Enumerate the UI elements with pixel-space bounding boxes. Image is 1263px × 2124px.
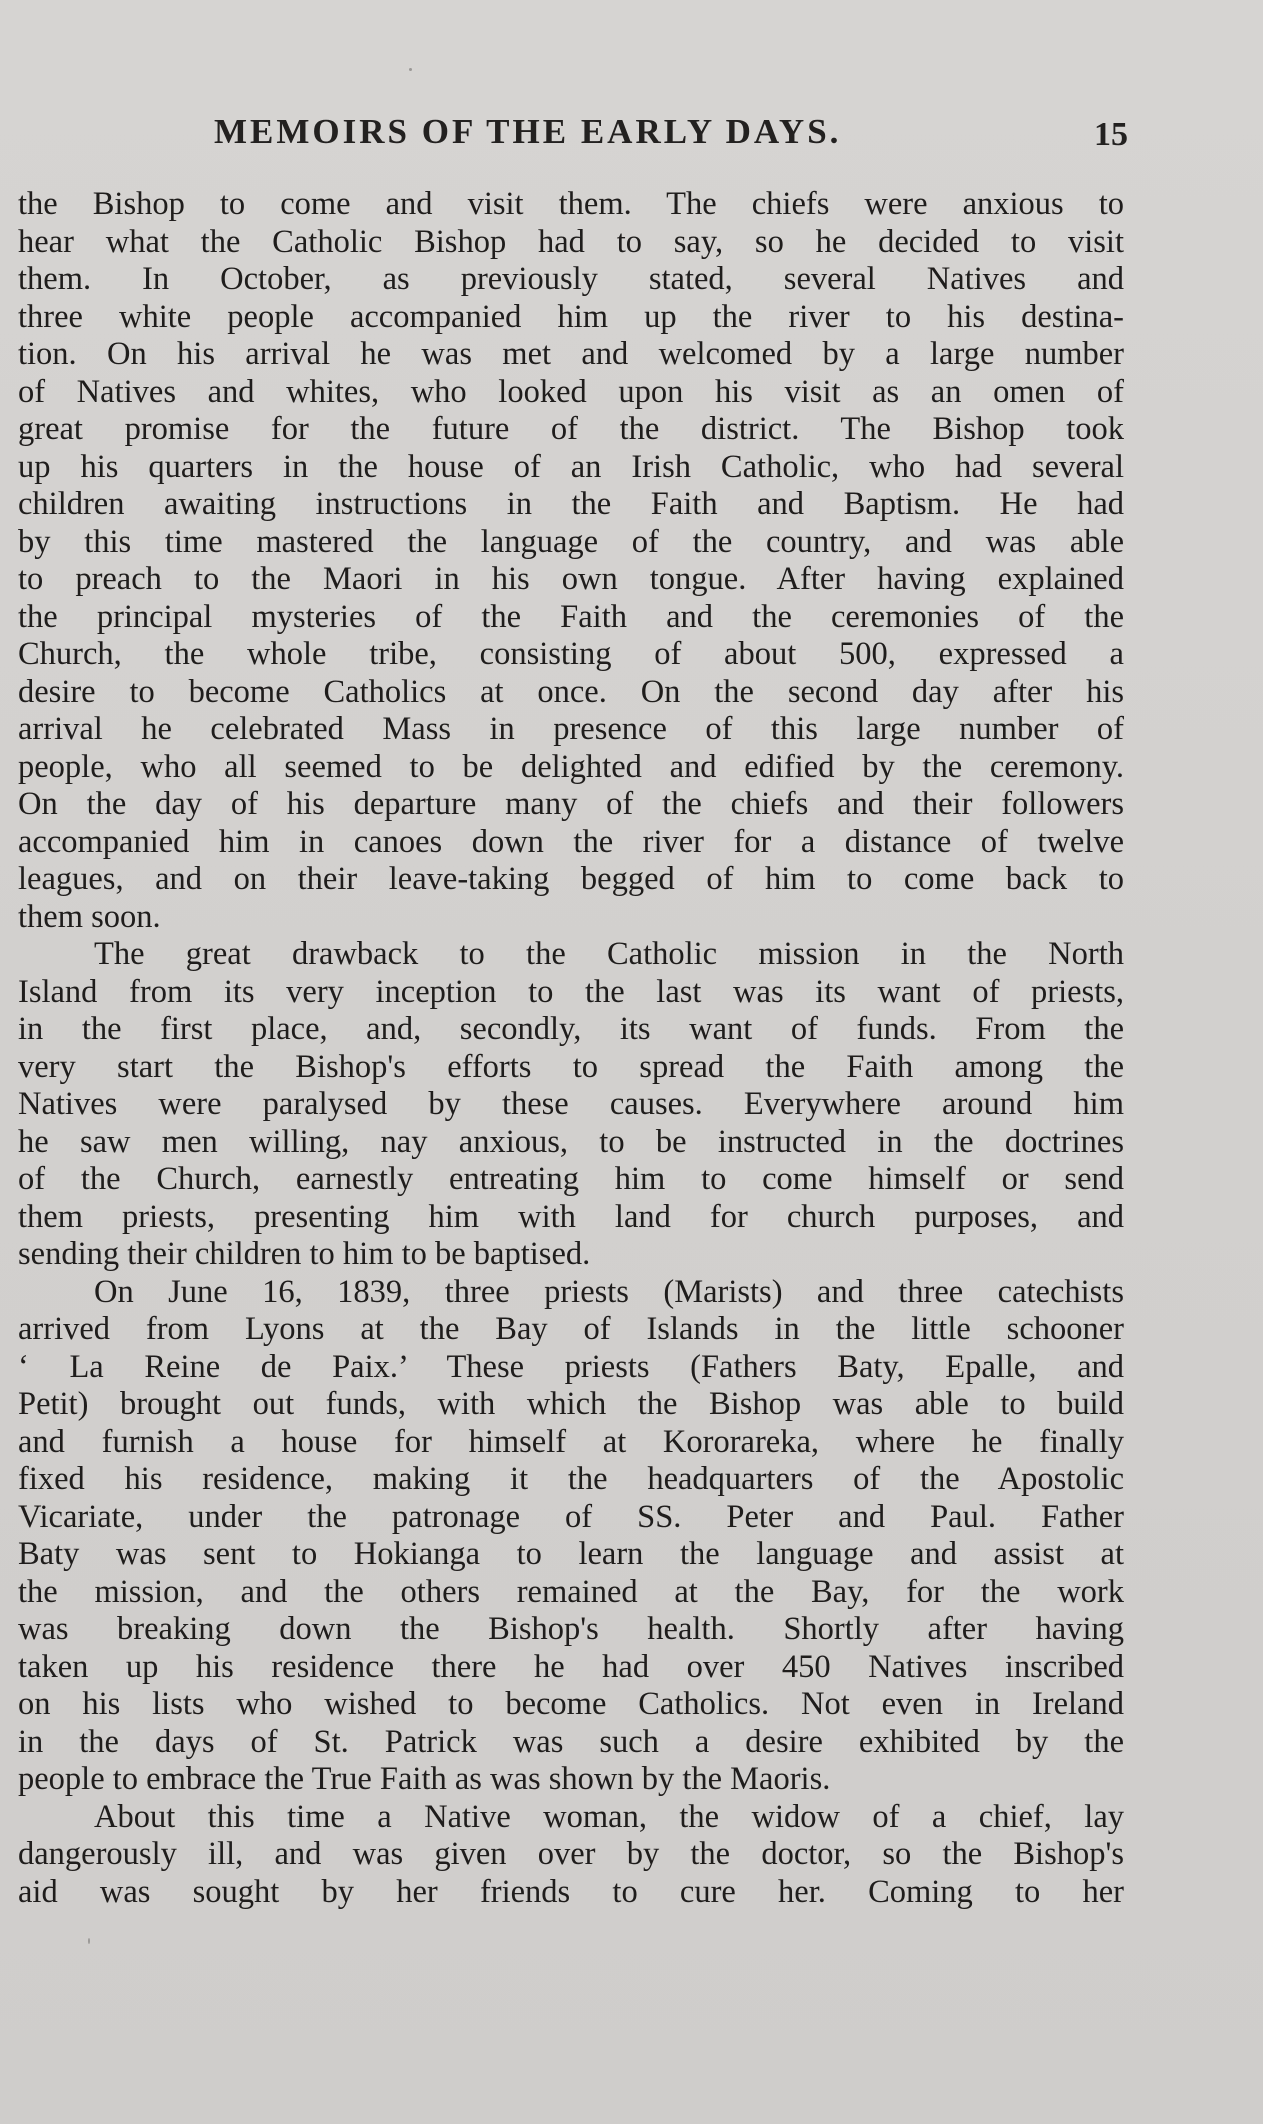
text-line: people, who all seemed to be delighted and edified by the ceremony. bbox=[18, 748, 1124, 785]
text-line: them. In October, as previously stated, several Natives and bbox=[18, 261, 1124, 297]
page-number: 15 bbox=[1094, 116, 1128, 153]
text-line: people to embrace the True Faith as was shown by the Maoris. bbox=[18, 1761, 831, 1797]
text-line: the Bishop to come and visit them. The chiefs were anxious to bbox=[18, 186, 1124, 222]
text-line: to preach to the Maori in his own tongue. After having explained bbox=[18, 561, 1124, 597]
text-line: dangerously ill, and was given over by the doctor, so the Bishop's bbox=[18, 1836, 1124, 1872]
text-line: ‘ La Reine de Paix.’ These priests (Fathers Baty, Epalle, and bbox=[18, 1348, 1124, 1385]
text-line: arrival he celebrated Mass in presence of this large number of bbox=[18, 711, 1124, 747]
text-line: he saw men willing, nay anxious, to be instructed in the doctrines bbox=[18, 1123, 1124, 1160]
text-line: taken up his residence there he had over 450 Natives inscribed bbox=[18, 1648, 1124, 1685]
text-line: of Natives and whites, who looked upon his visit as an omen of bbox=[18, 373, 1124, 410]
text-line: three white people accompanied him up the river to his destina- bbox=[18, 298, 1124, 335]
text-line: aid was sought by her friends to cure her. Coming to her bbox=[18, 1873, 1124, 1910]
text-line: them soon. bbox=[18, 898, 161, 935]
paper-speck bbox=[409, 68, 412, 71]
text-line: in the days of St. Patrick was such a desire exhibited by the bbox=[18, 1723, 1124, 1760]
text-line: children awaiting instructions in the Faith and Baptism. He had bbox=[18, 486, 1124, 522]
text-line: very start the Bishop's efforts to spread the Faith among the bbox=[18, 1048, 1124, 1085]
text-line: great promise for the future of the district. The Bishop took bbox=[18, 411, 1124, 447]
text-line: Island from its very inception to the last was its want of priests, bbox=[18, 973, 1124, 1010]
text-line: up his quarters in the house of an Irish Catholic, who had several bbox=[18, 448, 1124, 485]
text-line: On June 16, 1839, three priests (Marists) and three catechists bbox=[94, 1273, 1124, 1310]
text-line: Church, the whole tribe, consisting of about 500, expressed a bbox=[18, 636, 1124, 672]
text-line: of the Church, earnestly entreating him to come himself or send bbox=[18, 1161, 1124, 1197]
text-line: On the day of his departure many of the chiefs and their followers bbox=[18, 786, 1124, 822]
text-line: Natives were paralysed by these causes. Everywhere around him bbox=[18, 1086, 1124, 1122]
body-text bbox=[18, 186, 1124, 1911]
text-line: was breaking down the Bishop's health. Shortly after having bbox=[18, 1611, 1124, 1647]
paper-speck bbox=[88, 1938, 90, 1944]
text-line: in the first place, and, secondly, its want of funds. From the bbox=[18, 1011, 1124, 1047]
text-line: desire to become Catholics at once. On the second day after his bbox=[18, 673, 1124, 710]
text-line: tion. On his arrival he was met and welcomed by a large number bbox=[18, 336, 1124, 372]
page-header bbox=[0, 112, 1263, 162]
running-title: MEMOIRS OF THE EARLY DAYS. bbox=[214, 112, 842, 151]
text-line: fixed his residence, making it the headquarters of the Apostolic bbox=[18, 1461, 1124, 1497]
text-line: sending their children to him to be baptised. bbox=[18, 1236, 591, 1272]
text-line: arrived from Lyons at the Bay of Islands in the little schooner bbox=[18, 1311, 1124, 1347]
text-line: accompanied him in canoes down the river for a distance of twelve bbox=[18, 823, 1124, 860]
text-line: Baty was sent to Hokianga to learn the language and assist at bbox=[18, 1536, 1124, 1572]
text-line: the principal mysteries of the Faith and the ceremonies of the bbox=[18, 598, 1124, 635]
text-line: the mission, and the others remained at the Bay, for the work bbox=[18, 1573, 1124, 1610]
text-line: hear what the Catholic Bishop had to say, so he decided to visit bbox=[18, 223, 1124, 260]
text-line: The great drawback to the Catholic mission in the North bbox=[94, 936, 1124, 972]
text-line: leagues, and on their leave-taking begged of him to come back to bbox=[18, 861, 1124, 897]
text-line: on his lists who wished to become Catholics. Not even in Ireland bbox=[18, 1686, 1124, 1722]
text-line: Vicariate, under the patronage of SS. Peter and Paul. Father bbox=[18, 1498, 1124, 1535]
text-line: and furnish a house for himself at Kororareka, where he finally bbox=[18, 1423, 1124, 1460]
text-line: About this time a Native woman, the widow of a chief, lay bbox=[94, 1798, 1124, 1835]
text-line: them priests, presenting him with land for church purposes, and bbox=[18, 1198, 1124, 1235]
text-line: Petit) brought out funds, with which the Bishop was able to build bbox=[18, 1386, 1124, 1422]
text-line: by this time mastered the language of the country, and was able bbox=[18, 523, 1124, 560]
